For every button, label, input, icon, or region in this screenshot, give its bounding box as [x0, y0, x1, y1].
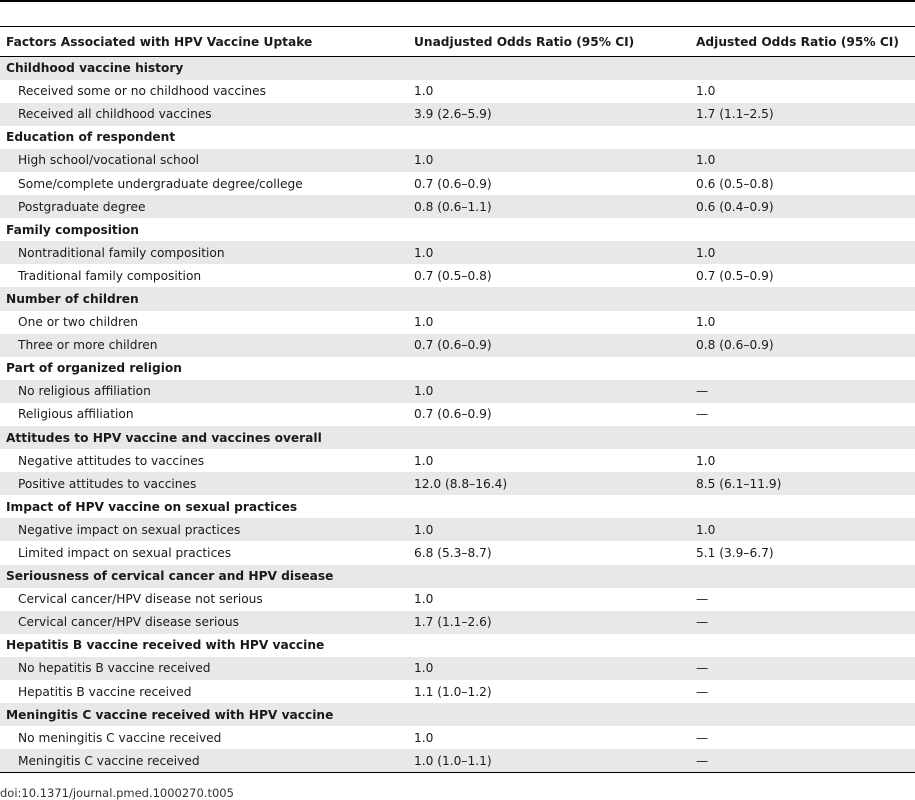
empty-cell — [408, 703, 690, 726]
empty-cell — [690, 287, 915, 310]
category-label: Impact of HPV vaccine on sexual practices — [6, 499, 298, 514]
category-row — [0, 287, 915, 310]
top-rule — [0, 0, 915, 2]
factor-cell: No hepatitis B vaccine received — [0, 657, 408, 680]
adjusted-or-cell: 1.0 — [696, 84, 716, 99]
empty-cell — [690, 357, 915, 380]
empty-cell — [408, 287, 690, 310]
adjusted-or-cell: 0.8 (0.6–0.9) — [690, 334, 915, 357]
factor-cell: Hepatitis B vaccine received — [18, 684, 192, 699]
adjusted-or-cell: 1.0 — [690, 518, 915, 541]
table-row — [0, 334, 915, 357]
factor-cell: Negative impact on sexual practices — [0, 518, 408, 541]
unadjusted-or-cell: 1.0 — [408, 241, 690, 264]
empty-cell — [690, 426, 915, 449]
factor-cell: Received all childhood vaccines — [0, 103, 408, 126]
adjusted-or-cell: — — [696, 592, 709, 607]
factor-cell: Postgraduate degree — [0, 195, 408, 218]
adjusted-or-cell: — — [696, 730, 709, 745]
unadjusted-or-cell: 1.0 (1.0–1.1) — [408, 749, 690, 772]
adjusted-or-cell: 1.0 — [690, 241, 915, 264]
doi-caption: doi:10.1371/journal.pmed.1000270.t005 — [0, 786, 234, 800]
category-row — [0, 565, 915, 588]
table-row — [0, 749, 915, 772]
factor-cell: Traditional family composition — [18, 268, 202, 283]
factor-cell: High school/vocational school — [0, 149, 408, 172]
adjusted-or-cell: 1.0 — [690, 149, 915, 172]
table-row — [0, 264, 915, 287]
empty-cell — [690, 126, 915, 149]
category-row — [0, 495, 915, 518]
category-row — [0, 218, 915, 241]
table-row — [0, 541, 915, 564]
empty-cell — [408, 218, 690, 241]
empty-cell — [408, 126, 690, 149]
table-row — [0, 380, 915, 403]
category-row — [0, 634, 915, 657]
table-row — [0, 611, 915, 634]
category-label: Family composition — [6, 222, 139, 237]
empty-cell — [408, 57, 690, 80]
unadjusted-or-cell: 1.0 — [414, 592, 434, 607]
table-row — [0, 149, 915, 172]
empty-cell — [408, 565, 690, 588]
category-label: Education of respondent — [6, 130, 176, 145]
table-row — [0, 472, 915, 495]
empty-cell — [408, 426, 690, 449]
factor-cell: No religious affiliation — [0, 380, 408, 403]
unadjusted-or-cell: 1.0 — [408, 149, 690, 172]
table-row — [0, 403, 915, 426]
category-label: Hepatitis B vaccine received with HPV vaccine — [6, 638, 325, 653]
empty-cell — [690, 634, 915, 657]
empty-cell — [408, 495, 690, 518]
unadjusted-or-cell: 0.7 (0.6–0.9) — [414, 407, 492, 422]
adjusted-or-cell: — — [690, 611, 915, 634]
adjusted-or-cell: — — [690, 657, 915, 680]
table-row — [0, 726, 915, 749]
table-row — [0, 195, 915, 218]
unadjusted-or-cell: 1.0 — [414, 453, 434, 468]
unadjusted-or-cell: 0.7 (0.6–0.9) — [408, 334, 690, 357]
table-row — [0, 172, 915, 195]
unadjusted-or-cell: 12.0 (8.8–16.4) — [408, 472, 690, 495]
adjusted-or-cell: 0.6 (0.5–0.8) — [696, 176, 774, 191]
factor-cell: Nontraditional family composition — [0, 241, 408, 264]
category-row — [0, 357, 915, 380]
empty-cell — [408, 634, 690, 657]
table-row — [0, 518, 915, 541]
unadjusted-or-cell: 1.0 — [408, 518, 690, 541]
empty-cell — [690, 57, 915, 80]
table-row — [0, 241, 915, 264]
category-label: Seriousness of cervical cancer and HPV disease — [0, 565, 408, 588]
table-row — [0, 311, 915, 334]
empty-cell — [690, 565, 915, 588]
table-row — [0, 80, 915, 103]
category-label: Attitudes to HPV vaccine and vaccines overall — [0, 426, 408, 449]
unadjusted-or-cell: 1.0 — [408, 657, 690, 680]
category-label: Part of organized religion — [6, 361, 182, 376]
unadjusted-or-cell: 0.7 (0.6–0.9) — [414, 176, 492, 191]
factor-cell: Positive attitudes to vaccines — [0, 472, 408, 495]
unadjusted-or-cell: 1.0 — [408, 380, 690, 403]
table-row — [0, 449, 915, 472]
table-header — [0, 27, 915, 57]
factor-cell: Received some or no childhood vaccines — [18, 84, 266, 99]
unadjusted-or-cell: 1.0 — [414, 84, 434, 99]
factor-cell: Cervical cancer/HPV disease serious — [0, 611, 408, 634]
factor-cell: No meningitis C vaccine received — [18, 730, 222, 745]
adjusted-or-cell: 1.0 — [696, 453, 716, 468]
factor-cell: Some/complete undergraduate degree/college — [18, 176, 303, 191]
unadjusted-or-cell: 3.9 (2.6–5.9) — [408, 103, 690, 126]
adjusted-or-cell: 8.5 (6.1–11.9) — [690, 472, 915, 495]
table-row — [0, 680, 915, 703]
unadjusted-or-cell: 0.7 (0.5–0.8) — [414, 268, 492, 283]
unadjusted-or-cell: 1.0 — [414, 315, 434, 330]
header-factors: Factors Associated with HPV Vaccine Uptake — [0, 27, 408, 57]
category-label: Meningitis C vaccine received with HPV vaccine — [0, 703, 408, 726]
adjusted-or-cell: — — [690, 749, 915, 772]
category-label: Childhood vaccine history — [0, 57, 408, 80]
unadjusted-or-cell: 0.8 (0.6–1.1) — [408, 195, 690, 218]
factor-cell: Limited impact on sexual practices — [18, 546, 232, 561]
unadjusted-or-cell: 1.1 (1.0–1.2) — [414, 684, 492, 699]
adjusted-or-cell: 0.7 (0.5–0.9) — [696, 268, 774, 283]
adjusted-or-cell: 1.7 (1.1–2.5) — [690, 103, 915, 126]
category-row — [0, 703, 915, 726]
table-row — [0, 588, 915, 611]
adjusted-or-cell: — — [696, 407, 709, 422]
adjusted-or-cell: 0.6 (0.4–0.9) — [690, 195, 915, 218]
adjusted-or-cell: 5.1 (3.9–6.7) — [696, 546, 774, 561]
empty-cell — [408, 357, 690, 380]
empty-cell — [690, 703, 915, 726]
factor-cell: One or two children — [18, 315, 139, 330]
category-label: Number of children — [0, 287, 408, 310]
category-row — [0, 126, 915, 149]
factor-cell: Negative attitudes to vaccines — [18, 453, 205, 468]
category-row — [0, 57, 915, 80]
table-row — [0, 657, 915, 680]
table-row — [0, 103, 915, 126]
unadjusted-or-cell: 6.8 (5.3–8.7) — [414, 546, 492, 561]
factor-cell: Three or more children — [0, 334, 408, 357]
factor-cell: Meningitis C vaccine received — [0, 749, 408, 772]
header-unadjusted: Unadjusted Odds Ratio (95% CI) — [408, 27, 690, 57]
header-adjusted: Adjusted Odds Ratio (95% CI) — [690, 27, 915, 57]
empty-cell — [690, 495, 915, 518]
adjusted-or-cell: — — [696, 684, 709, 699]
odds-ratio-table — [0, 26, 915, 773]
unadjusted-or-cell: 1.7 (1.1–2.6) — [408, 611, 690, 634]
category-row — [0, 426, 915, 449]
adjusted-or-cell: — — [690, 380, 915, 403]
adjusted-or-cell: 1.0 — [696, 315, 716, 330]
factor-cell: Religious affiliation — [18, 407, 134, 422]
header-row — [0, 27, 915, 57]
table-body — [0, 57, 915, 773]
factor-cell: Cervical cancer/HPV disease not serious — [18, 592, 263, 607]
empty-cell — [690, 218, 915, 241]
unadjusted-or-cell: 1.0 — [414, 730, 434, 745]
